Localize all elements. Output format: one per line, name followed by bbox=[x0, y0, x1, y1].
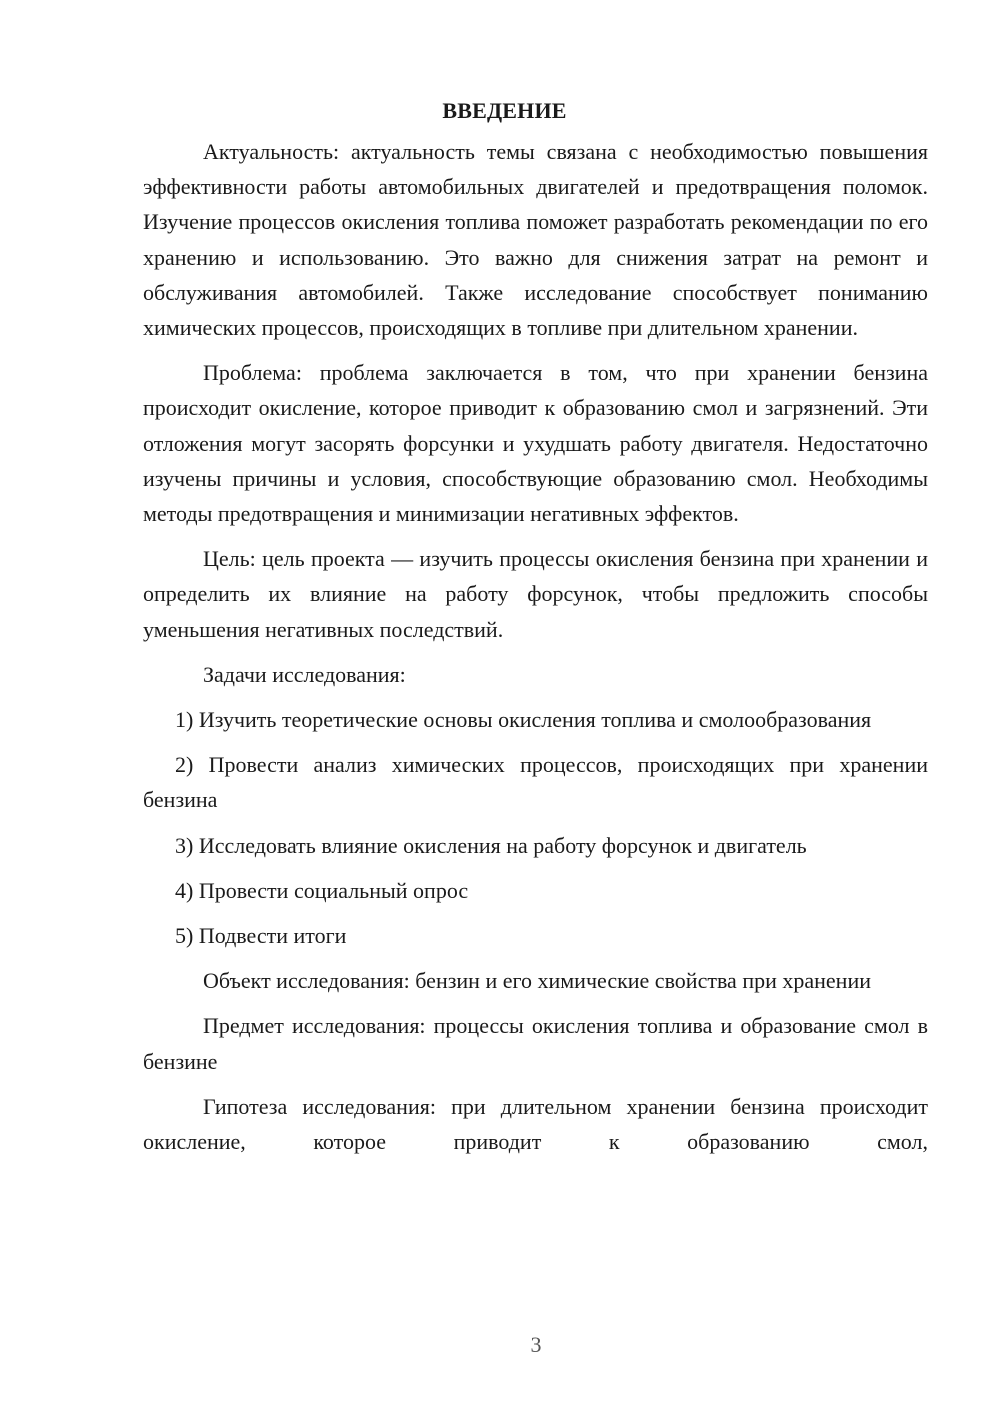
paragraph-tasks-intro: Задачи исследования: bbox=[203, 661, 406, 687]
task-item-2: 2) Провести анализ химических процессов, происходящих при хранении бензина bbox=[143, 752, 928, 813]
paragraph-object: Объект исследования: бензин и его химические свойства при хранении bbox=[203, 968, 871, 994]
paragraph-subject: Предмет исследования: процессы окисления топлива и образование смол в бензине bbox=[143, 1013, 928, 1074]
task-item-3: 3) Исследовать влияние окисления на работу форсунок и двигатель bbox=[175, 832, 807, 858]
paragraph-relevance: Актуальность: актуальность темы связана с необходимостью повышения эффективности работы автомобильных двигателей и предотвращения поломок. Изучение процессов окисления топлива поможет разработать рекомендации по его хранению и использованию. Это важно для снижения затрат на ремонт и обслуживания автомобилей. Также исследование способствует пониманию химических процессов, происходящих в топливе при длительном хранении. bbox=[143, 139, 928, 341]
paragraph-hypothesis: Гипотеза исследования: при длительном хранении бензина происходит окисление, которое приводит к образованию смол, bbox=[143, 1093, 928, 1155]
document-page bbox=[143, 92, 928, 1159]
paragraph-problem: Проблема: проблема заключается в том, что при хранении бензина происходит окисление, которое приводит к образованию смол и загрязнений. Эти отложения могут засорять форсунки и ухудшать работу двигателя. Недостаточно изучены причины и условия, способствующие образованию смол. Необходимы методы предотвращения и минимизации негативных эффектов. bbox=[143, 360, 928, 527]
task-item-5: 5) Подвести итоги bbox=[175, 923, 347, 949]
section-heading: ВВЕДЕНИЕ bbox=[442, 98, 567, 123]
page-number: 3 bbox=[530, 1332, 542, 1357]
task-item-4: 4) Провести социальный опрос bbox=[175, 877, 469, 903]
task-item-1: 1) Изучить теоретические основы окисления топлива и смолообразования bbox=[175, 707, 872, 733]
paragraph-goal: Цель: цель проекта — изучить процессы окисления бензина при хранении и определить их влияние на работу форсунок, чтобы предложить способы уменьшения негативных последствий. bbox=[143, 546, 928, 642]
